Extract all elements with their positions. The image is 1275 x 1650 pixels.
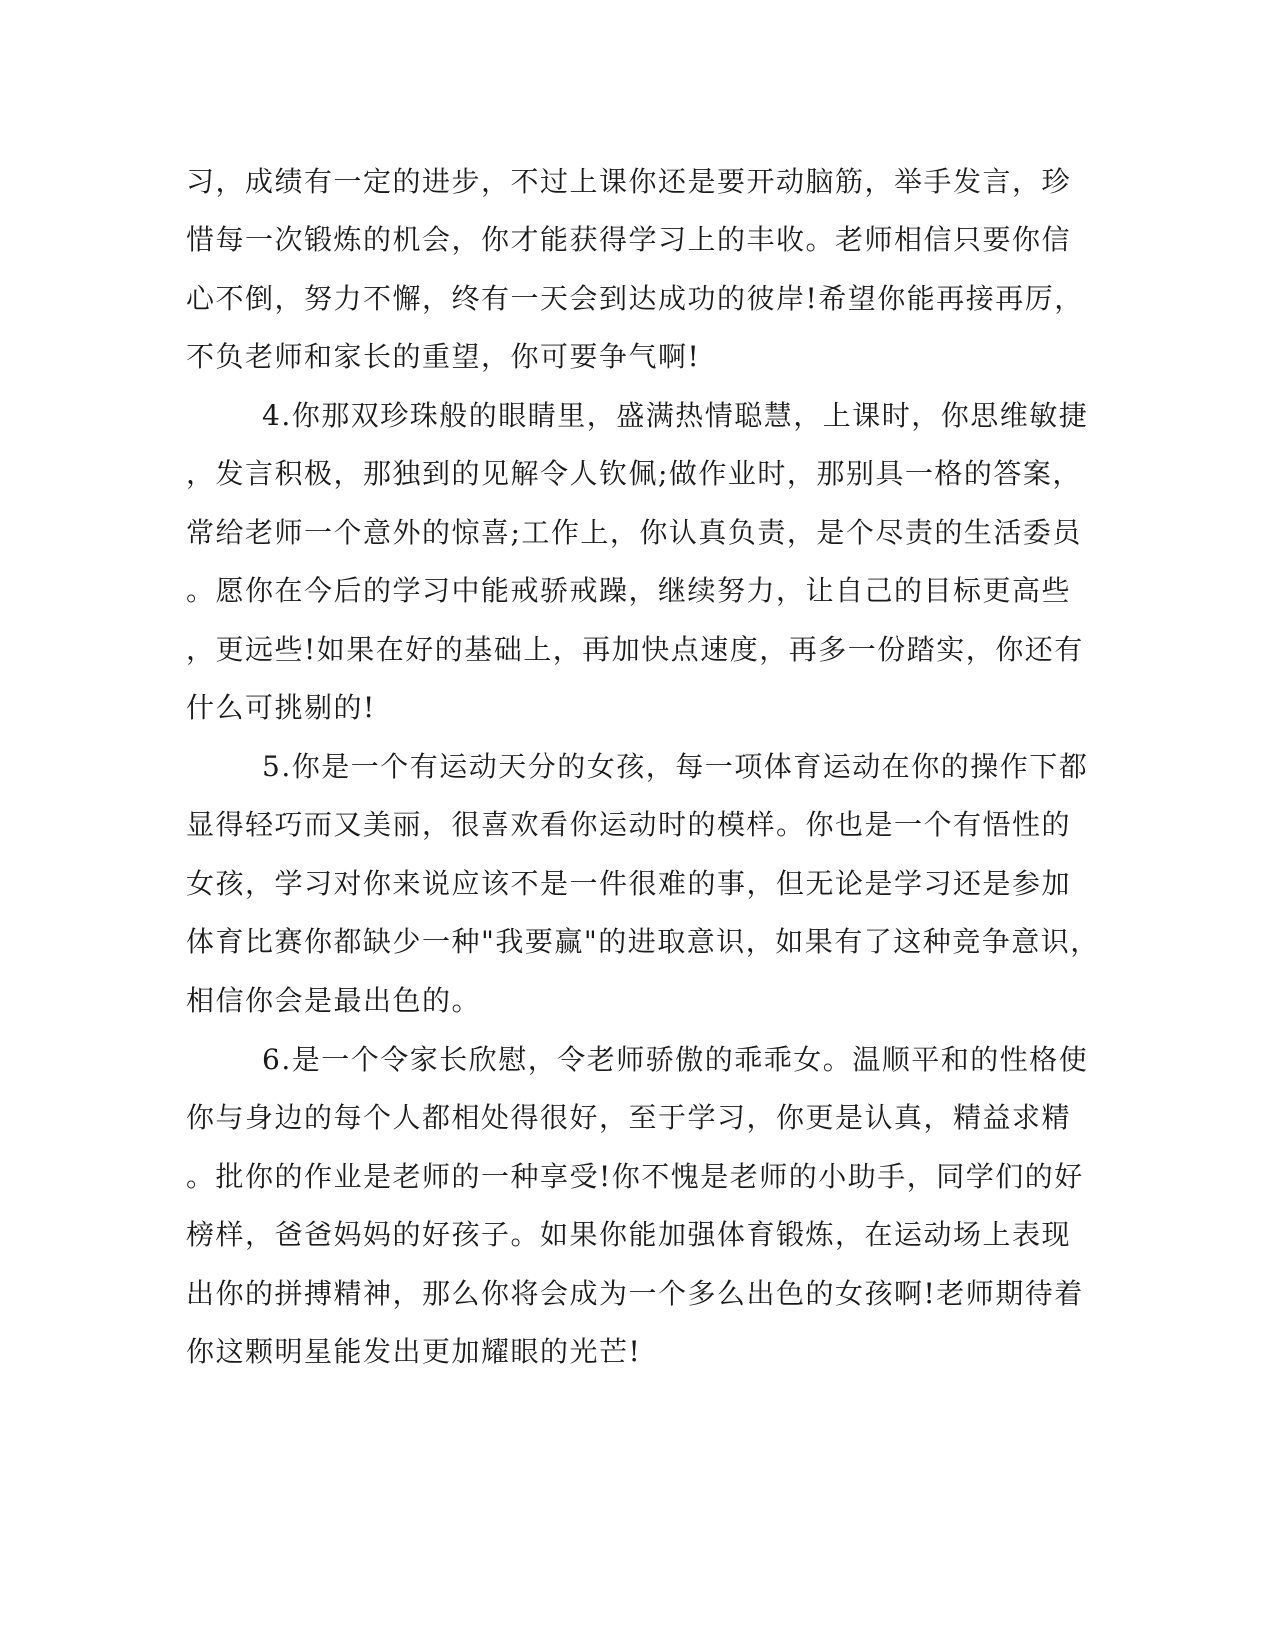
paragraph-2-line-2: ，发言积极，那独到的见解令人钦佩;做作业时，那别具一格的答案， xyxy=(186,457,1082,490)
paragraph-3-line-2: 显得轻巧而又美丽，很喜欢看你运动时的模样。你也是一个有悟性的 xyxy=(186,808,1072,841)
paragraph-4-line-1: 6.是一个令家长欣慰，令老师骄傲的乖乖女。温顺平和的性格使 xyxy=(262,1043,1089,1076)
paragraph-4-line-2: 你与身边的每个人都相处得很好，至于学习，你更是认真，精益求精 xyxy=(186,1101,1072,1134)
paragraph-4-line-5: 出你的拼搏精神，那么你将会成为一个多么出色的女孩啊!老师期待着 xyxy=(186,1277,1084,1310)
paragraph-1-line-3: 心不倒，努力不懈，终有一天会到达成功的彼岸!希望你能再接再厉， xyxy=(186,282,1084,315)
paragraph-1-line-1: 习，成绩有一定的进步，不过上课你还是要开动脑筋，举手发言，珍 xyxy=(186,165,1072,198)
paragraph-1-line-4: 不负老师和家长的重望，你可要争气啊! xyxy=(186,340,701,373)
paragraph-3-line-5: 相信你会是最出色的。 xyxy=(186,984,482,1017)
paragraph-2-line-6: 什么可挑剔的! xyxy=(186,691,376,724)
paragraph-4-line-4: 榜样，爸爸妈妈的好孩子。如果你能加强体育锻炼，在运动场上表现 xyxy=(186,1218,1072,1251)
paragraph-2-line-5: ，更远些!如果在好的基础上，再加快点速度，再多一份踏实，你还有 xyxy=(186,633,1084,666)
paragraph-3-line-3: 女孩，学习对你来说应该不是一件很难的事，但无论是学习还是参加 xyxy=(186,867,1072,900)
paragraph-4-line-6: 你这颗明星能发出更加耀眼的光芒! xyxy=(186,1335,642,1368)
paragraph-2-line-3: 常给老师一个意外的惊喜;工作上，你认真负责，是个尽责的生活委员 xyxy=(186,516,1082,549)
paragraph-3-line-1: 5.你是一个有运动天分的女孩，每一项体育运动在你的操作下都 xyxy=(262,750,1089,783)
paragraph-2-line-1: 4.你那双珍珠般的眼睛里，盛满热情聪慧，上课时，你思维敏捷 xyxy=(262,399,1089,432)
paragraph-1-line-2: 惜每一次锻炼的机会，你才能获得学习上的丰收。老师相信只要你信 xyxy=(186,223,1072,256)
paragraph-2-line-4: 。愿你在今后的学习中能戒骄戒躁，继续努力，让自己的目标更高些 xyxy=(186,574,1072,607)
paragraph-4-line-3: 。批你的作业是老师的一种享受!你不愧是老师的小助手，同学们的好 xyxy=(186,1160,1084,1193)
paragraph-3-line-4: 体育比赛你都缺少一种"我要赢"的进取意识，如果有了这种竞争意识， xyxy=(186,925,1100,958)
